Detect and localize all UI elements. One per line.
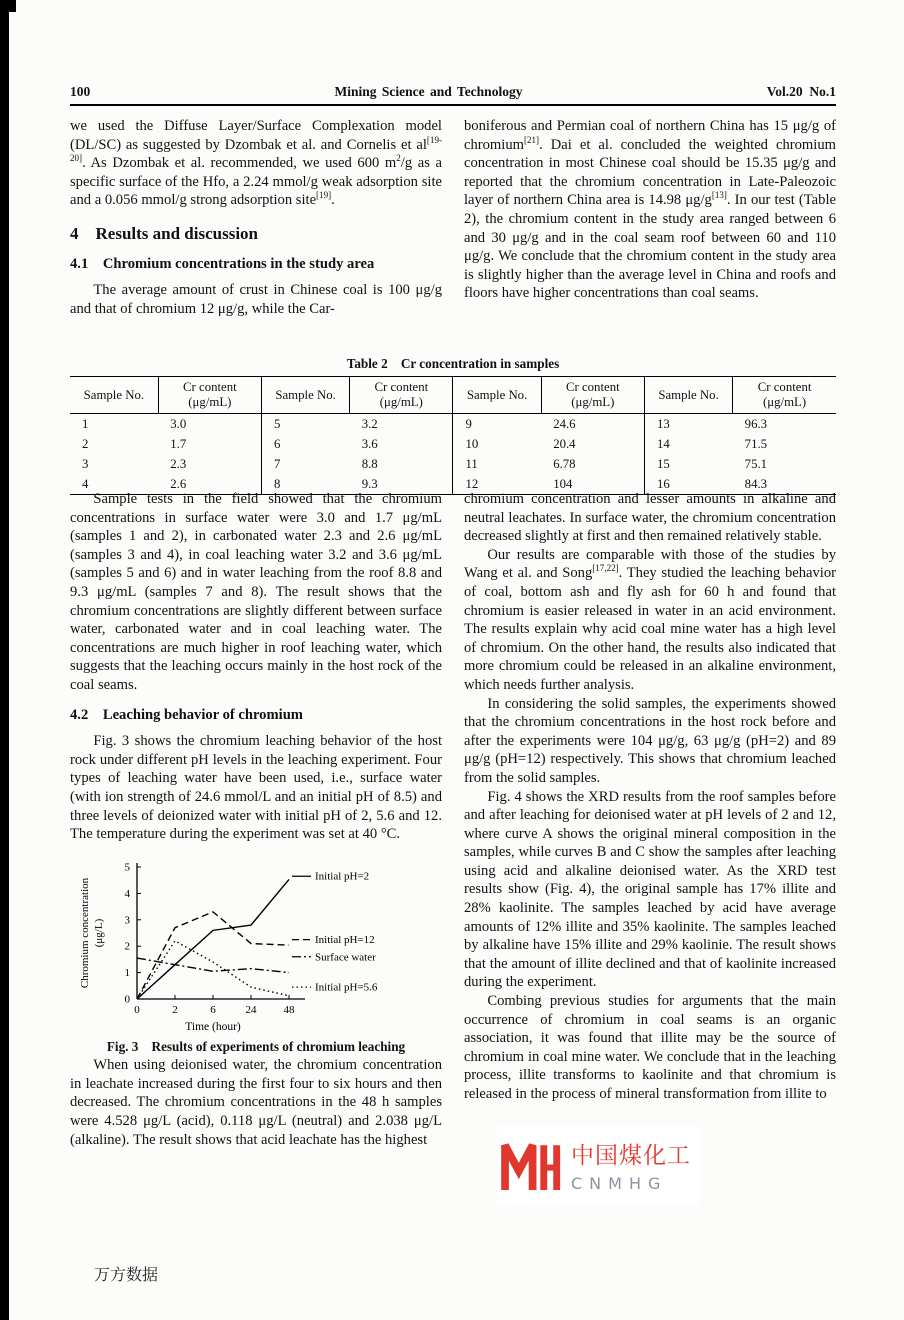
- table-cell: 2.6: [170, 476, 187, 491]
- table-cell: 16: [644, 474, 732, 495]
- table-cell: 8.8: [361, 456, 378, 471]
- x-tick-label: 24: [245, 1003, 257, 1016]
- table-cell: 9: [453, 414, 541, 435]
- paragraph: Combing previous studies for arguments that the main occurrence of chromium in coal seams is an organic association, it was found that illite may be the source of chromium in coal mine water. We conclude that in the leaching process, illite transforms to kaolinite and that chromium is released in the process of mineral transformation from illite to: [464, 993, 836, 1102]
- series-label: Surface water: [315, 950, 376, 963]
- table-2-block: [70, 356, 836, 495]
- series-line: [137, 879, 289, 999]
- table-header-cell: Sample No.: [453, 377, 541, 414]
- y-tick-label: 3: [124, 913, 130, 926]
- table-cell: 12: [453, 474, 541, 495]
- watermark: [497, 1126, 699, 1204]
- x-tick-label: 6: [210, 1003, 216, 1016]
- x-tick-label: 48: [283, 1003, 295, 1016]
- table-cell: 24.6: [553, 416, 576, 431]
- repository-mark: 万方数据: [94, 1265, 159, 1284]
- left-column-top: [70, 117, 442, 318]
- table-header-cell: Sample No.: [644, 377, 732, 414]
- x-axis-label: Time (hour): [185, 1020, 241, 1033]
- watermark-en-text: CNMHG: [571, 1174, 668, 1193]
- y-tick-label: 0: [124, 993, 130, 1006]
- table-cell: 6.78: [553, 456, 576, 471]
- table-cell: 71.5: [744, 436, 768, 451]
- paragraph: chromium concentration and lesser amounts in alkaline and neutral leachates. In surface water, the chromium concentration decreased slightly at first and then remained relatively stable.: [464, 491, 836, 545]
- y-tick-label: 1: [124, 966, 130, 979]
- x-tick-label: 0: [134, 1003, 140, 1016]
- table-cell: 3.6: [361, 436, 378, 451]
- table-cell: 7: [261, 454, 349, 474]
- paragraph: boniferous and Permian coal of northern China has 15 μg/g of chromium[21]. Dai et al. concluded the weighted chromium concentration in most Chinese coal should be 15.35 μg/g and reported that the chromium concentration in Late-Paleozoic layer of northern China area is 14.98 μg/g[13]. In our test (Table 2), the chromium content in the study area ranged between 6 and 30 μg/g and in the coal seam roof between 60 and 110 μg/g. We conclude that the chromium content in the study area is slightly higher than the average level in China and roofs and floors have higher concentrations than coal seams.: [464, 118, 836, 302]
- series-line: [137, 912, 289, 999]
- paragraph: we used the Diffuse Layer/Surface Complexation model (DL/SC) as suggested by Dzombak et al. and Cornelis et al[19-20]. As Dzombak et al. recommended, we used 600 $m^2/g$ as a specific surface of the Hfo, a 2.24 mmol/g weak adsorption site and a 0.056 mmol/g strong adsorption site[19].: [70, 118, 442, 209]
- figure-3-caption: Fig. 3 Results of experiments of chromium leaching: [106, 1038, 406, 1054]
- y-tick-label: 4: [124, 887, 130, 900]
- table-cell: 3: [82, 456, 89, 471]
- x-tick-label: 2: [172, 1003, 178, 1016]
- table-row: [70, 434, 836, 454]
- table-cell: 15: [644, 454, 732, 474]
- watermark-cn-text: 中国煤化工: [571, 1143, 691, 1169]
- table-caption: Table 2 Cr concentration in samples: [346, 356, 560, 371]
- table-cell: 4: [82, 476, 89, 491]
- subsection-heading-4-2: 4.2 Leaching behavior of chromium: [70, 706, 303, 723]
- table-header-cell: Sample No.: [70, 377, 158, 414]
- subsection-heading-4-1: 4.1 Chromium concentrations in the study area: [70, 255, 375, 272]
- section-heading-4: 4 Results and discussion: [70, 223, 259, 243]
- table-cell: 5: [261, 414, 349, 435]
- table-cell: 84.3: [744, 476, 768, 491]
- series-label: Initial pH=2: [315, 870, 370, 883]
- right-column-bottom: [464, 490, 836, 1104]
- scan-edge-strip: [0, 0, 9, 1320]
- cr-table: [70, 376, 836, 495]
- table-cell: 3.2: [361, 416, 378, 431]
- table-cell: 13: [644, 414, 732, 435]
- table-cell: 10: [453, 434, 541, 454]
- table-header-cell: Cr content (μg/mL): [350, 377, 453, 414]
- journal-title: Mining Science and Technology: [334, 84, 523, 99]
- table-header-cell: Cr content (μg/mL): [541, 377, 644, 414]
- y-tick-label: 5: [124, 861, 130, 874]
- table-cell: 104: [553, 476, 573, 491]
- table-row: [70, 454, 836, 474]
- paragraph: Fig. 4 shows the XRD results from the roof samples before and after leaching for deionised water at pH levels of 2 and 12, where curve A shows the original mineral composition in the samples, while curves B and C show the samples after leaching using acid and alkaline deionised water. As the XRD test results show (Fig. 4), the original sample has 17% illite and 28% kaolinite. The samples leached by acid have average amounts of 12% illite and 35% kaolinite. The samples leached by alkaline have 15% illite and 29% kaolinie. The result shows that the amount of illite declined and that of kaolinite increased during the experiment.: [464, 788, 836, 991]
- table-header-cell: Cr content (μg/mL): [733, 377, 836, 414]
- table-cell: 8: [261, 474, 349, 495]
- paragraph: In considering the solid samples, the experiments showed that the chromium concentrations in the host rock before and after the experiments were 104 μg/g, 63 μg/g (pH=2) and 89 μg/g (pH=12) respectively. This shows that chromium leached from the solid samples.: [464, 695, 836, 786]
- table-cell: 3.0: [170, 416, 187, 431]
- paragraph: Fig. 3 shows the chromium leaching behavior of the host rock under different pH levels in the leaching experiment. Four types of leaching water have been used, i.e., surface water (with ion strength of 24.6 mmol/L and an initial pH of 8.5) and three levels of deionized water with initial pH of 2, 5.6 and 12. The temperature during the experiment was set at 40 °C.: [70, 733, 442, 843]
- watermark-text: [571, 1137, 691, 1193]
- table-cell: 9.3: [361, 476, 378, 491]
- left-column-bottom: [70, 490, 442, 1149]
- y-tick-label: 2: [124, 940, 130, 953]
- volume-issue: Vol.20 No.1: [766, 84, 836, 99]
- y-axis-label: Chromium concentration: [79, 877, 91, 988]
- table-cell: 2: [82, 436, 89, 451]
- paragraph: Sample tests in the field showed that the chromium concentrations in surface water were 3.0 and 1.7 μg/mL (samples 1 and 2), in carbonated water 2.3 and 2.6 μg/mL (samples 3 and 4), in coal leaching water 3.2 and 3.6 μg/mL (samples 5 and 6) and in water leaching from the roof 8.8 and 9.3 μg/mL (samples 7 and 8). The result shows that the chromium concentrations are slightly different between surface water, carbonated water and in coal leaching water. The concentrations are much higher in roof leaching water, which suggests that the leaching occurs mainly in the host rock of the coal seams.: [70, 491, 442, 693]
- series-line: [137, 941, 289, 999]
- table-cell: 14: [644, 434, 732, 454]
- table-cell: 96.3: [744, 416, 768, 431]
- page-number: 100: [70, 84, 91, 99]
- paragraph: The average amount of crust in Chinese coal is 100 μg/g and that of chromium 12 μg/g, while the Car-: [70, 282, 442, 317]
- page-header: [70, 84, 836, 100]
- table-cell: 20.4: [553, 436, 576, 451]
- series-label: Initial pH=12: [315, 933, 375, 946]
- table-header-cell: Cr content (μg/mL): [158, 377, 261, 414]
- watermark-logo-icon: [499, 1130, 561, 1200]
- paragraph: Our results are comparable with those of the studies by Wang et al. and Song[17,22]. They studied the leaching behavior of coal, bottom ash and fly ash for 60 h and found that chromium is easier released in water in an acid environment. The results explain why acid coal mine water has a high level of chromium. On the other hand, the results also indicated that more chromium could be released in an alkaline environment, which needs further analysis.: [464, 546, 836, 693]
- series-label: Initial pH=5.6: [315, 981, 378, 994]
- paragraph: When using deionised water, the chromium concentration in leachate increased during the first four to six hours and then decreased. The chromium concentrations in the 48 h samples were 4.528 μg/L (acid), 0.118 μg/L (neutral) and 2.038 μg/L (alkaline). The result shows that acid leachate has the highest: [70, 1057, 442, 1148]
- table-header-cell: Sample No.: [261, 377, 349, 414]
- table-cell: 6: [261, 434, 349, 454]
- scan-corner-artifact: [0, 0, 16, 12]
- right-column-top: [464, 117, 836, 303]
- fig3-plot: [75, 857, 437, 1037]
- table-row: [70, 414, 836, 435]
- table-cell: 2.3: [170, 456, 187, 471]
- table-cell: 1: [82, 416, 89, 431]
- table-cell: 11: [453, 454, 541, 474]
- table-cell: 1.7: [170, 436, 187, 451]
- table-cell: 75.1: [744, 456, 768, 471]
- y-axis-label: (μg/L): [93, 918, 105, 947]
- figure-3: [75, 857, 437, 1057]
- header-rule: [70, 104, 836, 106]
